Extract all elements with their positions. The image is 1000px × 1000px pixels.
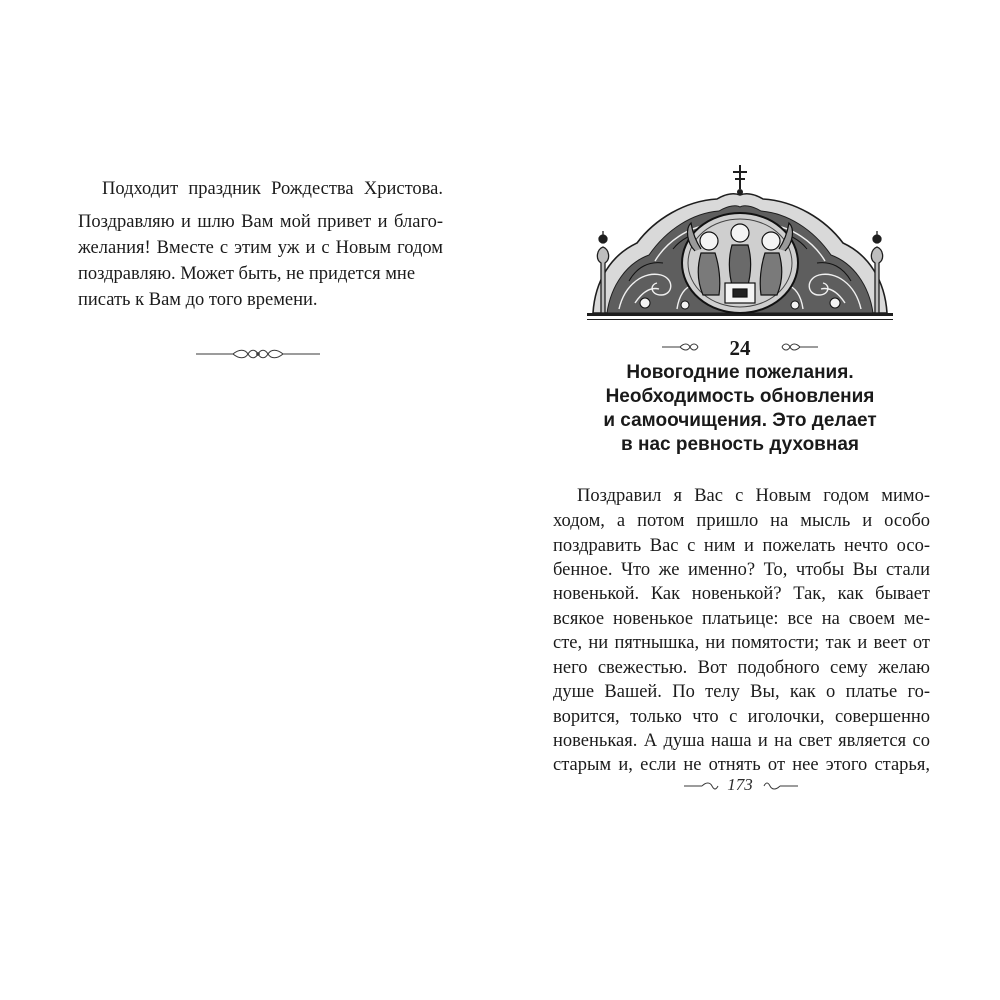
left-text-line-2: Поздравляю и шлю Вам мой привет и благо- [78,212,443,232]
ornamental-headpiece-icon [585,163,895,325]
body-line-12: старым и, если не отнять от нее этого старья, [553,755,930,775]
chapter-heading-line-1: Новогодние пожелания. [626,362,854,383]
body-line-4: бенное. Что же именно? То, чтобы Вы стали [553,560,930,580]
body-line-5: новенькой. Как новенькой? Так, как бывает [553,584,930,604]
cross-icon [733,165,747,189]
chapter-heading-line-2: Необходимость обновления [605,386,875,407]
body-line-2: ходом, а потом пришло на мысль и особо [553,511,930,531]
body-line-8: него свежестью. Вот подобного сему желаю [553,658,930,678]
body-line-6: всякое новенькое платьице: все на своем ме- [553,609,930,629]
chapter-number: 24 [729,336,751,360]
body-line-9: душе Вашей. По телу Вы, как о платье го- [553,682,930,702]
body-line-1: Поздравил я Вас с Новым годом мимо- [577,486,930,506]
chapter-right-ornament-icon [780,341,820,353]
body-line-11: новенькая. А душа наша и на свет является со [553,731,930,751]
page-number-right-ornament-icon [762,781,800,791]
chapter-heading-line-3: и самоочищения. Это делает [603,410,877,431]
body-line-7: сте, ни пятнышка, ни помятости; так и веет от [553,633,930,653]
body-line-3: поздравить Вас с ним и пожелать нечто осо- [553,536,930,556]
left-text-line-3: желания! Вместе с этим уж и с Новым годом [78,238,443,258]
ornamental-divider-icon [193,346,323,362]
left-text-line-1: Подходит праздник Рождества Христова. [102,179,443,199]
left-text-line-4: поздравляю. Может быть, не придется мне [78,264,416,284]
chapter-heading-line-4: в нас ревность духовная [621,434,859,455]
chapter-left-ornament-icon [660,341,700,353]
body-line-10: ворится, только что с иголочки, совершенно [553,707,930,727]
right-page [500,0,1000,1000]
page-number: 173 [727,775,753,794]
left-text-line-5: писать к Вам до того времени. [78,290,318,310]
